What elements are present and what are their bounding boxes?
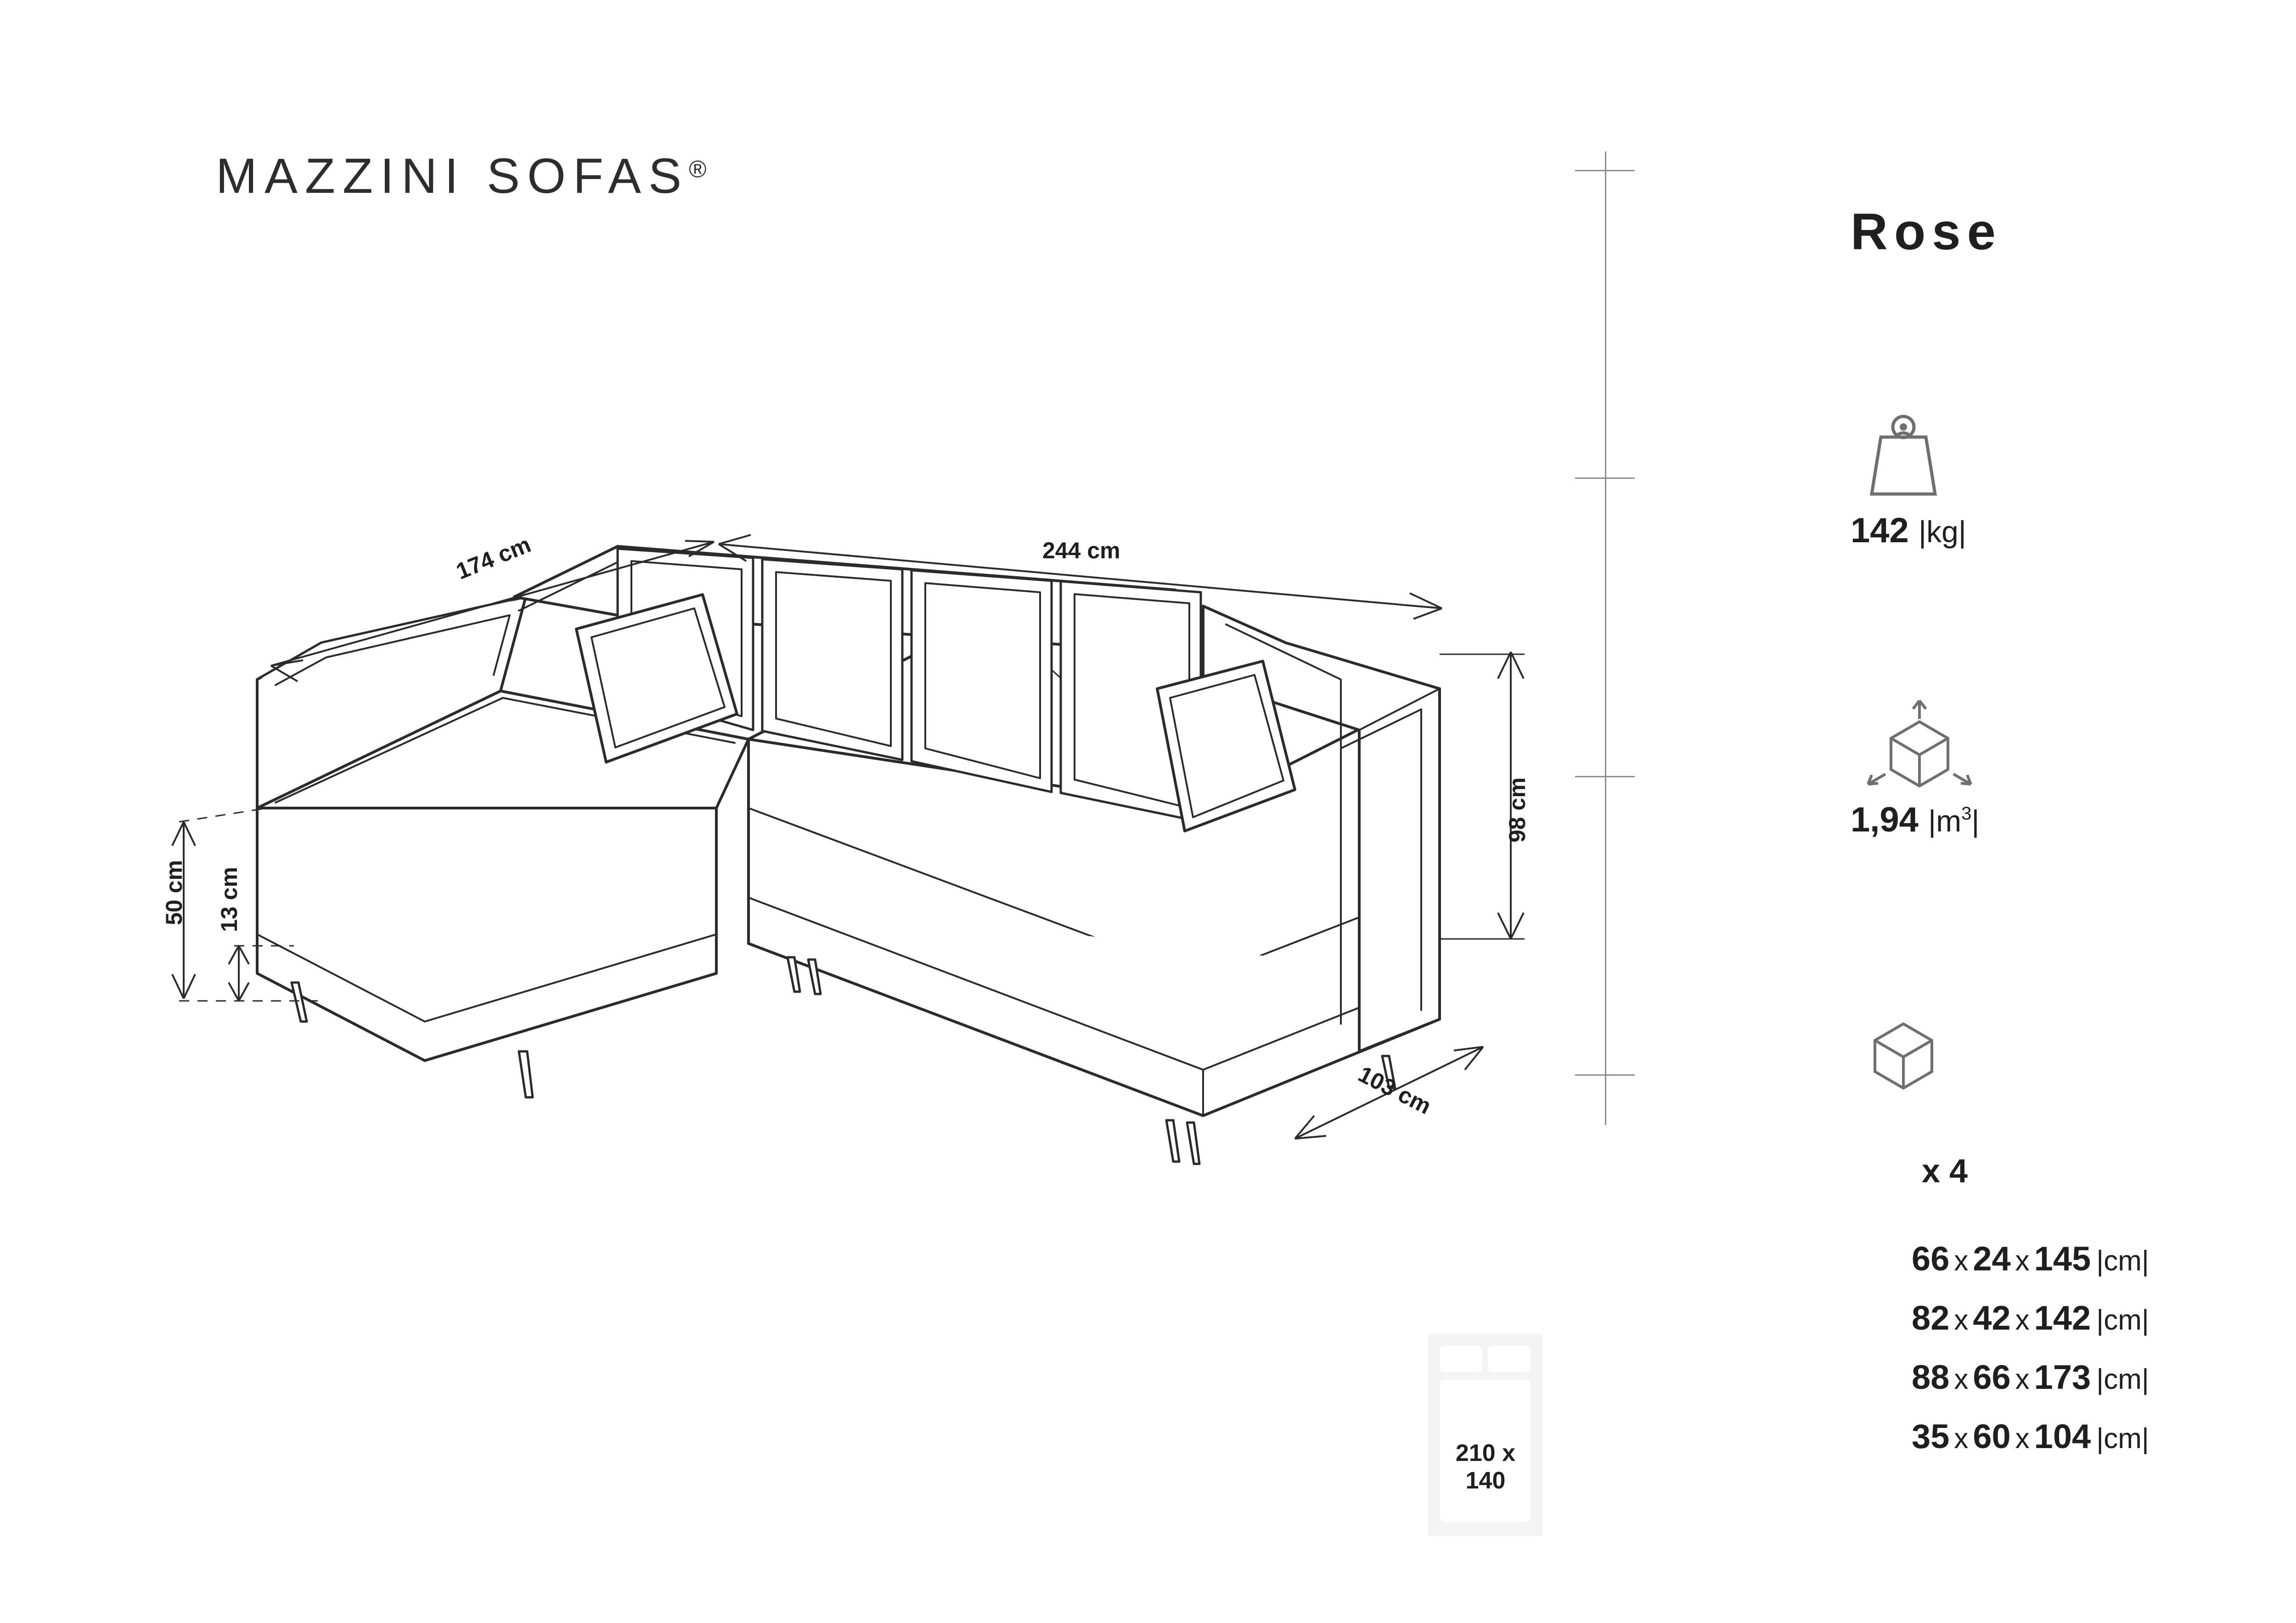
dimension-seat-height-label: 50 cm <box>161 860 187 925</box>
carton-unit: |cm| <box>2096 1364 2149 1395</box>
carton-row <box>1782 1349 2149 1408</box>
carton-unit: |cm| <box>2096 1245 2149 1277</box>
weight-unit: |kg| <box>1918 515 1966 549</box>
carton-d2: 60 <box>1973 1417 2011 1455</box>
carton-dimensions-list <box>1782 1230 2149 1467</box>
volume-unit: $|m^3|$ <box>1928 803 1980 838</box>
weight-value-row <box>1851 511 1966 550</box>
volume-value-row <box>1851 800 1988 840</box>
carton-d2: 24 <box>1973 1240 2011 1278</box>
volume-unit-exponent: 3 <box>1961 803 1972 824</box>
carton-d2: 42 <box>1973 1299 2011 1337</box>
carton-row <box>1782 1408 2149 1467</box>
multiplier: x <box>1954 1364 1969 1395</box>
multiplier: x <box>2015 1245 2030 1277</box>
box-icon <box>1851 1010 1956 1102</box>
carton-d2: 66 <box>1973 1358 2011 1396</box>
multiplier: x <box>2015 1423 2030 1455</box>
multiplier: x <box>2015 1304 2030 1336</box>
carton-d1: 35 <box>1912 1417 1950 1455</box>
carton-d1: 88 <box>1912 1358 1950 1396</box>
carton-d3: 145 <box>2034 1240 2091 1278</box>
dimension-width-label: 244 cm <box>1042 538 1120 563</box>
registered-mark: ® <box>689 156 707 183</box>
sleeping-area-label: 210 x 140 <box>1455 1440 1516 1494</box>
dimension-height-label: 98 cm <box>1504 777 1530 842</box>
dimension-chaise-length-label: 174 cm <box>452 531 535 584</box>
spec-volume <box>1851 698 1988 840</box>
dimension-depth-label: 103 cm <box>1354 1061 1435 1119</box>
carton-d1: 66 <box>1912 1240 1950 1278</box>
carton-unit: |cm| <box>2096 1423 2149 1455</box>
carton-unit: |cm| <box>2096 1304 2149 1336</box>
multiplier: x <box>1954 1423 1969 1455</box>
packages-count: x 4 <box>1922 1153 1968 1190</box>
multiplier: x <box>1954 1245 1969 1277</box>
dimension-leg-height-label: 13 cm <box>216 867 242 932</box>
carton-d3: 173 <box>2034 1358 2091 1396</box>
multiplier: x <box>2015 1364 2030 1395</box>
carton-d3: 104 <box>2034 1417 2091 1455</box>
volume-value: 1,94 <box>1851 800 1919 839</box>
brand-name: MAZZINI SOFAS <box>216 148 689 203</box>
product-title: Rose <box>1851 203 2002 260</box>
spec-packages <box>1851 1010 1956 1102</box>
weight-value: 142 <box>1851 511 1909 550</box>
carton-row <box>1782 1290 2149 1349</box>
carton-row <box>1782 1230 2149 1290</box>
volume-cube-icon <box>1851 698 1988 790</box>
carton-d3: 142 <box>2034 1299 2091 1337</box>
weight-icon <box>1851 409 1966 500</box>
multiplier: x <box>1954 1304 1969 1336</box>
carton-d1: 82 <box>1912 1299 1950 1337</box>
spec-weight <box>1851 409 1966 550</box>
